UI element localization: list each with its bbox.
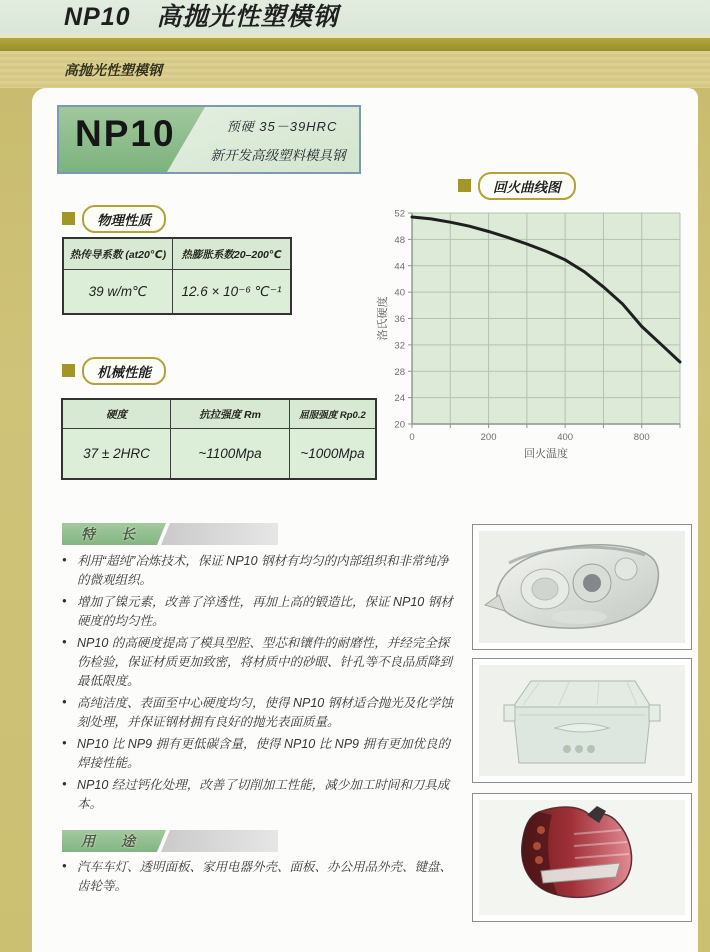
- section-label-chart: 回火曲线图: [478, 172, 576, 200]
- mechanical-properties-table: [61, 398, 377, 480]
- svg-text:32: 32: [394, 340, 405, 352]
- svg-text:回火温度: 回火温度: [524, 448, 568, 460]
- svg-text:800: 800: [633, 432, 650, 443]
- page-subtitle: 高抛光性塑模钢: [64, 62, 162, 78]
- section-bullet-icon: [62, 364, 75, 377]
- page-title: NP10 高抛光性塑模钢: [64, 3, 339, 31]
- table-value-cell: 37 ± 2HRC: [62, 429, 171, 480]
- table-value-cell: 12.6 × 10⁻⁶ ℃⁻¹: [173, 270, 292, 315]
- features-label: 特 长: [81, 526, 141, 542]
- container-illustration: [479, 665, 685, 776]
- feature-item: ● 高纯洁度、表面至中心硬度均匀，使得 NP10 钢材适合抛光及化学蚀刻处理，并保证钢材拥有良好的抛光表面质量。: [62, 694, 458, 732]
- section-bullet-icon: [458, 179, 471, 192]
- table-header-cell: 硬度: [62, 399, 171, 429]
- svg-text:200: 200: [480, 432, 497, 443]
- taillight-illustration: [479, 800, 685, 915]
- section-label-mechanical: 机械性能: [82, 357, 166, 385]
- table-header-cell: 热传导系数 (at20℃): [63, 238, 173, 270]
- band-gray-segment: [161, 830, 278, 852]
- svg-text:48: 48: [394, 234, 405, 246]
- table-value-cell: 39 w/m℃: [63, 270, 173, 315]
- svg-text:0: 0: [409, 432, 415, 443]
- usage-item: ● 汽车车灯、透明面板、家用电器外壳、面板、办公用品外壳、键盘、齿轮等。: [62, 858, 458, 896]
- table-header-cell: 热膨胀系数20–200℃: [173, 238, 292, 270]
- svg-text:36: 36: [394, 314, 405, 325]
- product-description: 新开发高级塑料模具钢: [210, 148, 346, 163]
- usage-list: [62, 858, 458, 899]
- section-label-physical: 物理性质: [82, 205, 166, 233]
- divider-olive-stripe: [0, 38, 710, 51]
- line-chart: [374, 202, 692, 464]
- svg-text:40: 40: [394, 287, 405, 299]
- section-band-features: [62, 523, 278, 545]
- svg-text:28: 28: [394, 366, 405, 378]
- svg-text:44: 44: [394, 261, 405, 273]
- feature-item: ● NP10 的高硬度提高了模具型腔、型芯和镶件的耐磨性，并经完全探伤检验，保证材质更加致密，将材质中的砂眼、针孔等不良品质降到最低限度。: [62, 634, 458, 691]
- headlight-photo: [472, 524, 692, 650]
- table-value-cell: ~1000Mpa: [290, 429, 377, 480]
- svg-text:24: 24: [394, 393, 405, 405]
- product-hardness: 预硬 35－39HRC: [226, 119, 338, 134]
- section-band-usage: [62, 830, 278, 852]
- svg-text:洛氏硬度: 洛氏硬度: [377, 296, 389, 341]
- section-bullet-icon: [62, 212, 75, 225]
- svg-text:20: 20: [394, 419, 405, 431]
- table-header-cell: 抗拉强度 Rm: [171, 399, 290, 429]
- features-list: [62, 552, 458, 817]
- transparent-container-photo: [472, 658, 692, 783]
- feature-item: ● 增加了镍元素，改善了淬透性，再加上高的锻造比，保证 NP10 钢材硬度的均匀性。: [62, 593, 458, 631]
- physical-properties-table: [62, 237, 292, 315]
- tempering-curve-chart: [374, 202, 692, 464]
- table-value-cell: ~1100Mpa: [171, 429, 290, 480]
- product-name: NP10: [75, 113, 176, 154]
- table-header-cell: 屈服强度 Rp0.2: [290, 399, 377, 429]
- product-header-box: [57, 105, 361, 174]
- svg-text:400: 400: [557, 432, 574, 443]
- headlight-illustration: [479, 531, 685, 643]
- feature-item: ● 利用“超纯”冶炼技术，保证 NP10 钢材有均匀的内部组织和非常纯净的微观组织。: [62, 552, 458, 590]
- taillight-photo: [472, 793, 692, 922]
- svg-text:52: 52: [394, 208, 405, 220]
- band-gray-segment: [161, 523, 278, 545]
- feature-item: ● NP10 比 NP9 拥有更低碳含量，使得 NP10 比 NP9 拥有更加优良的焊接性能。: [62, 735, 458, 773]
- usage-label: 用 途: [81, 833, 141, 849]
- feature-item: ● NP10 经过钙化处理，改善了切削加工性能，减少加工时间和刀具成本。: [62, 776, 458, 814]
